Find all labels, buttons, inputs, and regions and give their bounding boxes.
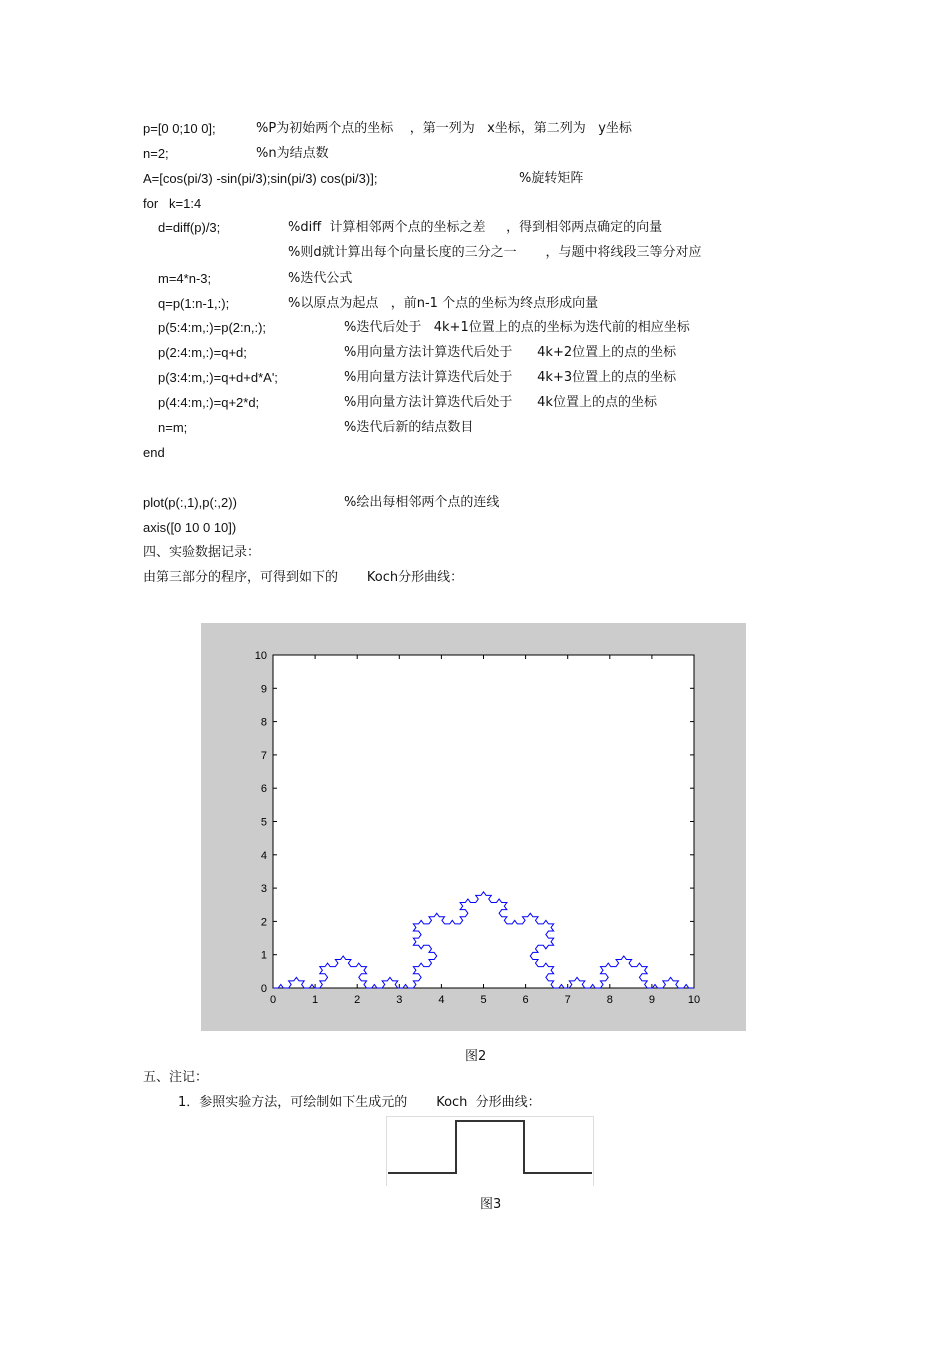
x-tick-label: 3 (396, 994, 403, 1006)
x-tick-label: 7 (564, 994, 571, 1006)
code-line: end (143, 445, 165, 460)
x-tick-label: 4 (438, 994, 445, 1006)
code-line: p(3:4:m,:)=q+d+d*A'; (158, 370, 278, 385)
code-comment: %用向量方法计算迭代后处于 4k+2位置上的点的坐标 (344, 345, 677, 360)
y-tick-label: 10 (254, 650, 267, 662)
figure-3-caption: 图3 (480, 1197, 502, 1212)
y-tick-label: 7 (260, 749, 267, 762)
code-comment: %迭代后处于 4k+1位置上的点的坐标为迭代前的相应坐标 (344, 320, 690, 335)
y-tick-label: 2 (260, 916, 267, 929)
x-tick-label: 10 (687, 994, 701, 1006)
koch-chart-svg (201, 623, 746, 1031)
y-tick-label: 1 (260, 949, 267, 962)
note-1: 1．参照实验方法，可绘制如下生成元的 Koch 分形曲线： (178, 1095, 541, 1110)
code-comment: %n为结点数 (256, 146, 329, 161)
figure-2-koch-curve (201, 623, 746, 1031)
x-tick-label: 0 (269, 994, 277, 1006)
code-comment: %diff 计算相邻两个点的坐标之差 ，得到相邻两点确定的向量 (288, 220, 663, 235)
x-tick-label: 9 (648, 994, 655, 1006)
code-comment: %绘出每相邻两个点的连线 (344, 495, 500, 510)
x-tick-label: 6 (522, 994, 529, 1006)
y-tick-label: 9 (260, 683, 267, 696)
y-tick-label: 3 (260, 883, 267, 896)
code-line: q=p(1:n-1,:); (158, 296, 230, 311)
x-tick-label: 2 (354, 994, 361, 1006)
x-tick-label: 8 (606, 994, 613, 1006)
code-comment: %以原点为起点 ，前n-1 个点的坐标为终点形成向量 (288, 296, 599, 311)
figure-3-generator (386, 1116, 594, 1186)
code-line: p(4:4:m,:)=q+2*d; (158, 395, 260, 410)
y-tick-label: 0 (260, 983, 267, 995)
code-comment: %P为初始两个点的坐标 ，第一列为 x坐标，第二列为 y坐标 (256, 121, 632, 136)
code-line: plot(p(:,1),p(:,2)) (143, 495, 237, 510)
code-line: p(5:4:m,:)=p(2:n,:); (158, 320, 267, 335)
plot-area (273, 655, 694, 988)
section4-text: 由第三部分的程序，可得到如下的 Koch分形曲线： (143, 570, 464, 585)
section4-heading: 四、实验数据记录： (143, 545, 261, 560)
y-tick-label: 4 (260, 849, 267, 862)
code-line: d=diff(p)/3; (158, 220, 221, 235)
y-tick-label: 8 (260, 716, 267, 729)
code-comment: %用向量方法计算迭代后处于 4k+3位置上的点的坐标 (344, 370, 677, 385)
code-line: p(2:4:m,:)=q+d; (158, 345, 247, 360)
code-line: n=2; (143, 146, 169, 161)
code-comment: %用向量方法计算迭代后处于 4k位置上的点的坐标 (344, 395, 657, 410)
code-comment: %旋转矩阵 (519, 171, 584, 186)
section5-heading: 五、注记： (143, 1070, 209, 1085)
code-line: A=[cos(pi/3) -sin(pi/3);sin(pi/3) cos(pi/3)]; (143, 171, 378, 186)
y-tick-label: 6 (260, 783, 267, 796)
code-comment: %迭代公式 (288, 271, 353, 286)
code-line: for k=1:4 (143, 196, 202, 211)
code-line: p=[0 0;10 0]; (143, 121, 216, 136)
figure-2-caption: 图2 (465, 1049, 487, 1064)
code-line: n=m; (158, 420, 188, 435)
x-tick-label: 5 (480, 994, 487, 1006)
code-line: m=4*n-3; (158, 271, 212, 286)
code-line: axis([0 10 0 10]) (143, 520, 237, 535)
y-tick-label: 5 (260, 816, 267, 829)
generator-line (388, 1121, 592, 1173)
generator-svg (386, 1116, 594, 1186)
code-comment: %迭代后新的结点数目 (344, 420, 474, 435)
code-comment: %则d就计算出每个向量长度的三分之一 ，与题中将线段三等分对应 (288, 245, 702, 260)
x-tick-label: 1 (312, 994, 319, 1006)
